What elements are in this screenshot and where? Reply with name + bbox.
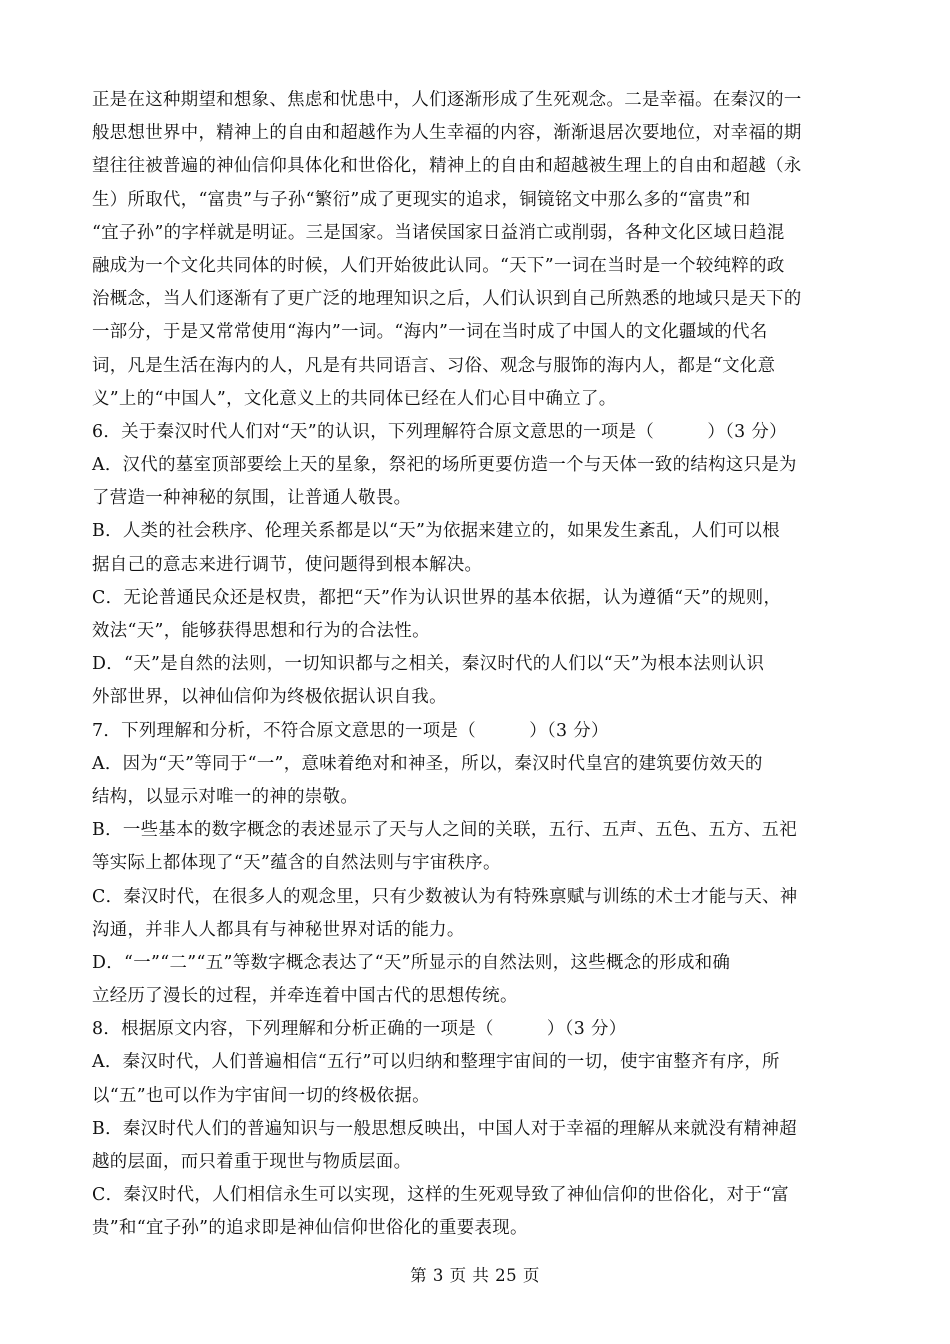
option-c-line: 沟通，并非人人都具有与神秘世界对话的能力。 <box>92 919 465 940</box>
option-a-line: A．汉代的墓室顶部要绘上天的星象，祭祀的场所更要仿造一个与天体一致的结构这只是为 <box>92 455 797 476</box>
option-c-line: C．无论普通民众还是权贵，都把“天”作为认识世界的基本依据，认为遵循“天”的规则， <box>92 587 782 608</box>
option-b-line: 据自己的意志来进行调节，使问题得到根本解决。 <box>92 554 483 575</box>
passage-line: 治概念，当人们逐渐有了更广泛的地理知识之后，人们认识到自己所熟悉的地域只是天下的 <box>92 289 802 310</box>
question-stem: 6．关于秦汉时代人们对“天”的认识，下列理解符合原文意思的一项是（ ）（3 分） <box>92 421 787 442</box>
option-a-line: A．秦汉时代，人们普遍相信“五行”可以归纳和整理宇宙间的一切，使宇宙整齐有序，所 <box>92 1052 780 1073</box>
option-a-line: 以“五”也可以作为宇宙间一切的终极依据。 <box>92 1085 430 1106</box>
option-a-line: 结构，以显示对唯一的神的崇敬。 <box>92 786 359 807</box>
passage-line: 正是在这种期望和想象、焦虑和忧患中，人们逐渐形成了生死观念。二是幸福。在秦汉的一 <box>92 90 802 110</box>
question-stem: 7．下列理解和分析，不符合原文意思的一项是（ ）（3 分） <box>92 720 609 741</box>
passage-line: 义”上的“中国人”，文化意义上的共同体已经在人们心目中确立了。 <box>92 388 617 409</box>
passage-line: 生）所取代，“富贵”与子孙“繁衍”成了更现实的追求，铜镜铭文中那么多的“富贵”和 <box>92 189 751 210</box>
option-c-line: 贵”和“宜子孙”的追求即是神仙信仰世俗化的重要表现。 <box>92 1218 528 1239</box>
document-page <box>92 84 862 1246</box>
option-c-line: C．秦汉时代，在很多人的观念里，只有少数被认为有特殊禀赋与训练的术士才能与天、神 <box>92 886 798 907</box>
option-a-line: 了营造一种神秘的氛围，让普通人敬畏。 <box>92 488 412 509</box>
question-8 <box>92 1013 862 1245</box>
question-6 <box>92 416 862 715</box>
option-d-line: D．“天”是自然的法则，一切知识都与之相关，秦汉时代的人们以“天”为根本法则认识 <box>92 654 765 675</box>
passage <box>92 84 862 416</box>
question-stem: 8．根据原文内容，下列理解和分析正确的一项是（ ）（3 分） <box>92 1019 627 1040</box>
option-c-line: 效法“天”，能够获得思想和行为的合法性。 <box>92 621 430 641</box>
passage-line: 一部分，于是又常常使用“海内”一词。“海内”一词在当时成了中国人的文化疆域的代名 <box>92 322 768 343</box>
passage-line: “宜子孙”的字样就是明证。三是国家。当诸侯国家日益消亡或削弱，各种文化区域日趋混 <box>92 222 785 243</box>
option-d-line: 立经历了漫长的过程，并牵连着中国古代的思想传统。 <box>92 986 518 1007</box>
passage-line: 望往往被普遍的神仙信仰具体化和世俗化，精神上的自由和超越被生理上的自由和超越（永 <box>92 156 802 177</box>
passage-line: 融成为一个文化共同体的时候，人们开始彼此认同。“天下”一词在当时是一个较纯粹的政 <box>92 255 785 276</box>
option-b-line: B．秦汉时代人们的普遍知识与一般思想反映出，中国人对于幸福的理解从来就没有精神超 <box>92 1118 798 1139</box>
option-d-line: D．“一”“二”“五”等数字概念表达了“天”所显示的自然法则，这些概念的形成和确 <box>92 952 731 973</box>
passage-line: 般思想世界中，精神上的自由和超越作为人生幸福的内容，渐渐退居次要地位，对幸福的期 <box>92 123 802 144</box>
option-d-line: 外部世界，以神仙信仰为终极依据认识自我。 <box>92 687 447 708</box>
option-a-line: A．因为“天”等同于“一”，意味着绝对和神圣，所以，秦汉时代皇宫的建筑要仿效天的 <box>92 753 763 774</box>
passage-line: 词，凡是生活在海内的人，凡是有共同语言、习俗、观念与服饰的海内人，都是“文化意 <box>92 355 776 376</box>
question-7 <box>92 715 862 1014</box>
option-b-line: 越的层面，而只着重于现世与物质层面。 <box>92 1152 412 1172</box>
option-c-line: C．秦汉时代，人们相信永生可以实现，这样的生死观导致了神仙信仰的世俗化，对于“富 <box>92 1185 790 1206</box>
option-b-line: 等实际上都体现了“天”蕴含的自然法则与宇宙秩序。 <box>92 853 501 874</box>
option-b-line: B．一些基本的数字概念的表述显示了天与人之间的关联，五行、五声、五色、五方、五祀 <box>92 820 798 841</box>
option-b-line: B．人类的社会秩序、伦理关系都是以“天”为依据来建立的，如果发生紊乱，人们可以根 <box>92 521 781 542</box>
page-number-footer: 第 3 页 共 25 页 <box>410 1266 540 1285</box>
